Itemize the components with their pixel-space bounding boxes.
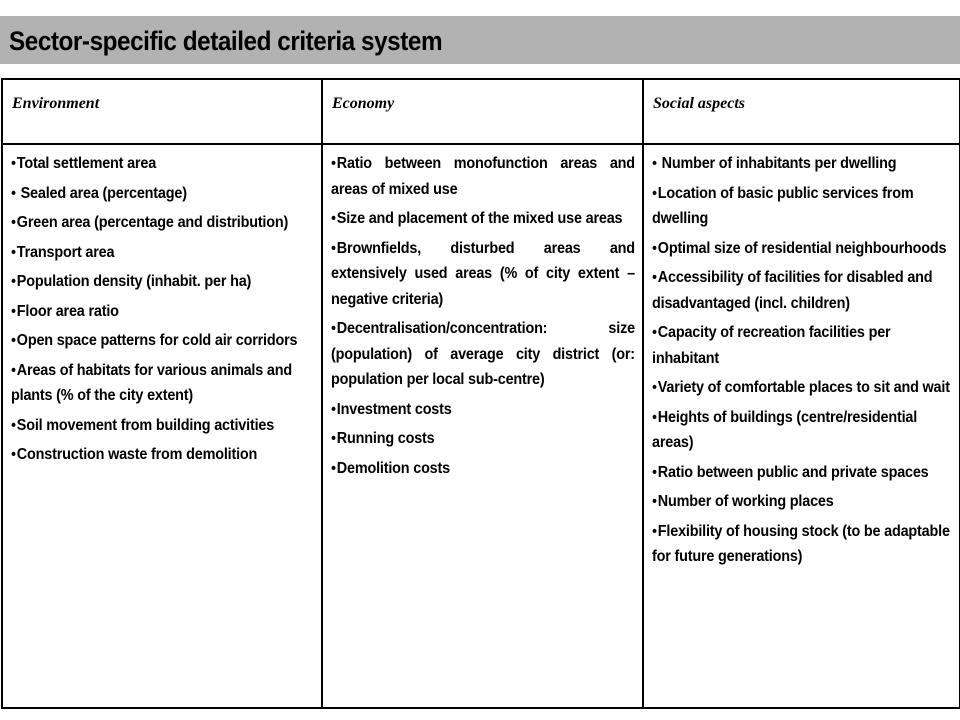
- criteria-item: [11, 240, 314, 266]
- criteria-item: [652, 489, 952, 515]
- bullet-icon: •: [11, 361, 16, 379]
- criteria-item: [652, 375, 952, 401]
- bullet-icon: •: [331, 320, 336, 337]
- criteria-item-text: Construction waste from demolition: [16, 446, 258, 463]
- criteria-item-text: Running costs: [336, 430, 435, 447]
- criteria-item: [11, 413, 314, 439]
- criteria-item: [11, 181, 314, 207]
- bullet-icon: •: [331, 239, 336, 257]
- criteria-item-text: Brownfields, disturbed areas and extensively used areas (% of city extent – negative criteria): [331, 239, 635, 308]
- criteria-item-text: Number of inhabitants per dwelling: [657, 155, 897, 172]
- criteria-item: [11, 358, 314, 409]
- criteria-item-text: Open space patterns for cold air corridors: [16, 332, 298, 349]
- social-aspects-list: [652, 151, 952, 570]
- criteria-item: [652, 519, 952, 570]
- criteria-item: [11, 210, 314, 236]
- criteria-item-text: Variety of comfortable places to sit and wait: [657, 379, 950, 396]
- criteria-item: [331, 206, 635, 232]
- criteria-item-text: Size and placement of the mixed use areas: [336, 210, 623, 227]
- bullet-icon: •: [331, 210, 336, 227]
- bullet-icon: •: [11, 446, 16, 463]
- bullet-icon: •: [652, 379, 657, 396]
- criteria-item-text: Location of basic public services from dwelling: [652, 184, 914, 227]
- bullet-icon: •: [11, 214, 16, 231]
- bullet-icon: •: [652, 269, 657, 286]
- bullet-icon: •: [652, 522, 657, 540]
- criteria-item-text: Decentralisation/concentration: size (population) of average city district (or: population per local sub-centre): [331, 320, 635, 388]
- criteria-item: [331, 236, 635, 313]
- bullet-icon: •: [331, 430, 336, 447]
- bullet-icon: •: [11, 184, 16, 202]
- criteria-item: [331, 426, 635, 452]
- criteria-item-text: Soil movement from building activities: [16, 416, 275, 434]
- slide-title: Sector-specific detailed criteria system: [9, 26, 443, 56]
- criteria-item-text: Population density (inhabit. per ha): [16, 273, 252, 290]
- bullet-icon: •: [11, 273, 16, 290]
- bullet-icon: •: [652, 155, 657, 172]
- criteria-item-text: Flexibility of housing stock (to be adaptable for future generations): [652, 522, 950, 565]
- economy-list: [331, 151, 635, 481]
- column-header-social-aspects: Social aspects: [643, 79, 960, 144]
- criteria-item: [652, 460, 952, 486]
- criteria-item: [11, 328, 314, 354]
- criteria-item: [652, 405, 952, 456]
- criteria-item-text: Ratio between monofunction areas and areas of mixed use: [331, 155, 635, 198]
- bullet-icon: •: [331, 400, 336, 418]
- criteria-item: [11, 269, 314, 295]
- criteria-item-text: Total settlement area: [16, 155, 157, 172]
- criteria-item: [652, 320, 952, 371]
- body-row: [2, 144, 960, 708]
- criteria-item: [652, 265, 952, 316]
- bullet-icon: •: [652, 408, 657, 426]
- economy-cell: [322, 144, 643, 708]
- column-header-environment: Environment: [2, 79, 322, 144]
- criteria-item-text: Sealed area (percentage): [16, 184, 187, 202]
- bullet-icon: •: [652, 324, 657, 341]
- criteria-item-text: Green area (percentage and distribution): [16, 214, 289, 231]
- criteria-table: [1, 78, 960, 709]
- bullet-icon: •: [652, 184, 657, 202]
- bullet-icon: •: [11, 243, 16, 261]
- title-bar: [0, 16, 960, 64]
- bullet-icon: •: [11, 155, 16, 172]
- criteria-item: [331, 456, 635, 482]
- criteria-item-text: Accessibility of facilities for disabled and disadvantaged (incl. children): [652, 269, 933, 312]
- criteria-item: [11, 151, 314, 177]
- bullet-icon: •: [331, 155, 336, 172]
- bullet-icon: •: [331, 459, 336, 477]
- header-row: [2, 79, 960, 144]
- criteria-item: [11, 299, 314, 325]
- criteria-item-text: Capacity of recreation facilities per inhabitant: [652, 324, 891, 367]
- criteria-item-text: Heights of buildings (centre/residential areas): [652, 408, 918, 451]
- criteria-item: [652, 181, 952, 232]
- bullet-icon: •: [11, 332, 16, 349]
- criteria-item-text: Number of working places: [657, 493, 834, 510]
- criteria-item: [11, 442, 314, 468]
- social-aspects-cell: [643, 144, 960, 708]
- criteria-item-text: Ratio between public and private spaces: [657, 463, 929, 481]
- criteria-item-text: Transport area: [16, 243, 115, 261]
- criteria-item: [331, 151, 635, 202]
- bullet-icon: •: [652, 463, 657, 481]
- environment-list: [11, 151, 314, 468]
- bullet-icon: •: [652, 493, 657, 510]
- criteria-item-text: Demolition costs: [336, 459, 450, 477]
- criteria-item-text: Floor area ratio: [16, 302, 119, 320]
- criteria-item-text: Optimal size of residential neighbourhoods: [657, 239, 947, 257]
- environment-cell: [2, 144, 322, 708]
- bullet-icon: •: [652, 239, 657, 257]
- bullet-icon: •: [11, 416, 16, 434]
- criteria-item: [331, 397, 635, 423]
- criteria-item: [652, 151, 952, 177]
- column-header-economy: Economy: [322, 79, 643, 144]
- bullet-icon: •: [11, 302, 16, 320]
- criteria-item: [652, 236, 952, 262]
- criteria-item: [331, 316, 635, 393]
- criteria-item-text: Investment costs: [336, 400, 452, 418]
- criteria-item-text: Areas of habitats for various animals and plants (% of the city extent): [11, 361, 292, 404]
